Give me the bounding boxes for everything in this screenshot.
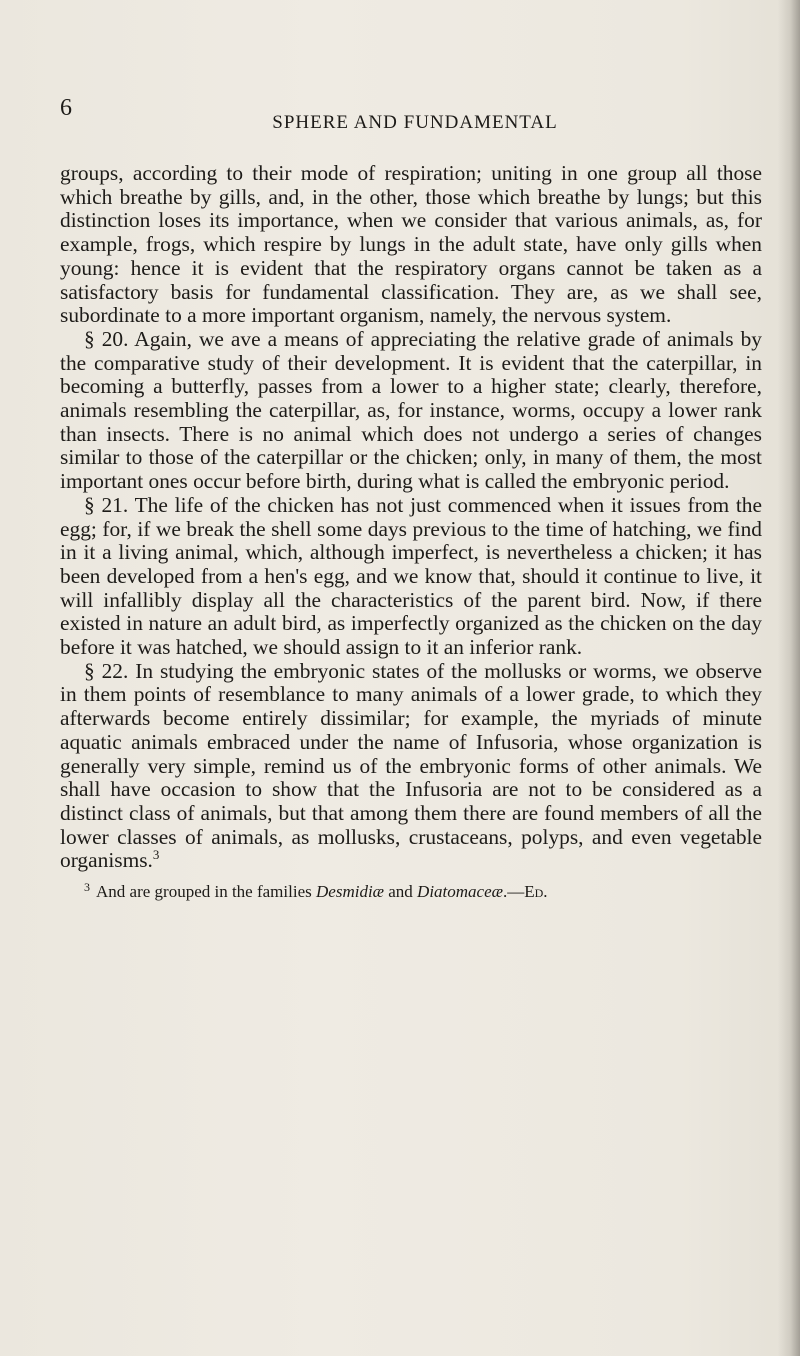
footnote [60, 877, 762, 902]
footnote-family-1: Desmidiæ [316, 882, 384, 902]
footnote-text-between: and [384, 882, 418, 902]
paragraph-section-22 [60, 660, 762, 873]
body-text [60, 162, 762, 902]
footnote-text-before: And are grouped in the families [96, 882, 316, 902]
paragraph-continuation: groups, according to their mode of respiration; uniting in one group all those which breathe by gills, and, in the other, those which breathe by lungs; but this distinction loses its importance, when we consider that various animals, as, for example, frogs, which respire by lungs in the adult state, have only gills when young: hence it is evident that the respiratory organs cannot be taken as a satisfactory basis for fundamental classification. They are, as we shall see, subordinate to a more important organism, namely, the nervous system. [60, 161, 762, 328]
paragraph-section-20: § 20. Again, we ave a means of appreciating the relative grade of animals by the comparative study of their development. It is evident that the caterpillar, in becoming a butterfly, passes from a lower to a higher state; clearly, therefore, animals resembling the caterpillar, as, for instance, worms, occupy a lower rank than insects. There is no animal which does not undergo a series of changes similar to those of the caterpillar or the chicken; only, in many of them, the most important ones occur before birth, during what is called the embryonic period. [60, 326, 762, 494]
footnote-mark: 3 [84, 880, 90, 895]
paragraph-section-21: § 21. The life of the chicken has not just commenced when it issues from the egg; for, if we break the shell some days previous to the time of hatching, we find in it a living animal, which, although imperfect, is nevertheless a chicken; it has been developed from a hen's egg, and we know that, should it continue to live, it will infallibly display all the characteristics of the parent bird. Now, if there existed in nature an adult bird, as imperfectly organized as the chicken on the day before it was hatched, we should assign to it an inferior rank. [60, 492, 762, 660]
footnote-family-2: Diatomaceæ [417, 882, 503, 902]
footnote-reference: 3 [152, 847, 160, 863]
running-title: SPHERE AND FUNDAMENTAL [272, 112, 558, 133]
paragraph-section-22-text: § 22. In studying the embryonic states of the mollusks or worms, we observe in them points of resemblance to many animals of a lower grade, to which they afterwards become entirely dissimilar; for example, the myriads of minute aquatic animals embraced under the name of Infusoria, whose organization is generally very simple, remind us of the embryonic forms of other animals. We shall have occasion to show that the Infusoria are not to be considered as a distinct class of animals, but that among them there are found members of all the lower classes of animals, as mollusks, crustaceans, polyps, and even vegetable organisms. [60, 658, 762, 873]
page-number: 6 [60, 95, 72, 121]
page-edge-shadow [778, 0, 800, 1356]
footnote-editor: Ed. [524, 882, 548, 902]
footnote-text-after: .— [502, 882, 525, 902]
